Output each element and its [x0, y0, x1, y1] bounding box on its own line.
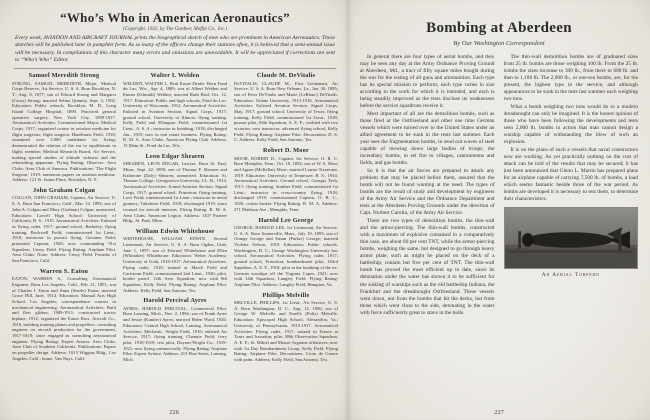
- bio-entry: [12, 268, 116, 362]
- entry-body: WELDEN, WALTER I., Real Estate Dealer. Born Fond du Lac, Wis., Apr. 4, 1889; son of Albert Welden and Emma (Schmidt) Welden; married Ruth Bird, Oct. 12, 1917. Education: Public and high schools, Fond du Lac; University of Wisconsin, 1912. Aeronautical Activities: Enlisted in Aviation Section, Signal Corps, 1917; ground school, University of Illinois; flying training, Kelly Field and Ellington Field; commissioned 1st Lieut., A. S. A.; instructor in bombing, 1918; discharged Jan., 1919; now in real estate business. Flying Rating: R. M. A. Aero Clubs: American Flying Club. Address: 15 Main St., Fond du Lac, Wis.: [123, 80, 227, 149]
- entry-body: EATON, WARREN S., Consulting Aeronautical Engineer. Born Los Angeles, Calif., Feb. 21, 1891; son of Charles I. Eaton and Anna (Searle) Eaton; married Grace Hill, June, 1914. Education: Manual Arts High School, Los Angeles; correspondence courses in mechanical engineering. Aeronautical Activities: Built and flew gliders, 1909-1911; constructed tractor biplane, 1912; organized the Eaton Bros. Aircraft Co., 1916, building training planes and propellers; consulting engineer on aircraft production for the government, 1917-1919; since engaged as consulting aeronautical engineer. Flying Rating: Expert Aviator. Aero Clubs: Aero Club of Southern California. Publications: Papers on propeller design. Address: 1013 Wiggins Bldg., Los Angeles, Calif.; home, Van Nuys, Calif.: [12, 276, 116, 361]
- entry-body: GEORGE, HAROLD LEE, 1st Lieutenant, Air Service, U. S. A. Born Somerville, Mass., July 19, 1893; son of Orange George and Susan (Parker) George; married Violette Nelson, 1919. Education: Public schools, Washington, D. C.; George Washington University law school. Aeronautical Activities: Flying cadet, 1917; ground school, Princeton; bombardment pilot, 163rd Squadron, A. E. F., 1918; pilot in the bombing of the ex-German warships off the Virginia Capes, 1921; now with 14th Squadron, Langley Field. Flying Rating: Airplane Pilot. Address: Langley Field, Hampton, Va.: [234, 225, 338, 287]
- bio-entry: [234, 72, 338, 143]
- bio-entry: [234, 292, 338, 363]
- article-title: Bombing at Aberdeen: [426, 20, 572, 36]
- intro-paragraph: Every week, AVIATION AND AIRCRAFT JOURNAL prints the biographical sketch of men who are prominent in American Aeronautics. These sketches will be published later in pamphlet form. As so many of the officers change their stations often, it is believed that a semi-annual issue will be necessary. In compilations of this character many errors and omissions are unavoidable. It will be appreciated if corrections are sent to “Who’s Who” Editor.: [15, 35, 335, 63]
- right-page: [348, 0, 650, 420]
- entry-name: Leon Edgar Shearen: [145, 152, 205, 160]
- entry-name: Walter I. Welden: [150, 72, 200, 80]
- left-page-title: “Who’s Who in American Aeronautics”: [60, 10, 290, 25]
- aerial-torpedo-photo: [504, 207, 639, 269]
- article-paragraph: It is on the plans of such a vessels that naval constructors now are working. As yet practically nothing on the cost of attack can be told of the results that may be secured; it has just been announced that Glenn L. Martin has prepared plans for an airplane capable of carrying 7,500 lb. of bombs, a load which seems fantastic beside those of the war period. As bombs are developed it is necessary to test them, to determine their characteristics.: [503, 147, 638, 203]
- photo-figure: [504, 207, 639, 278]
- entry-body: MOOR, ROBERT D., Captain, Air Service, O. R. C. Born Memphis, Tenn., Oct. 10, 1892; son of W. S. Moor and Agnes (McKellar) Moor; married Louise Trezevant, 1919. Education: University of Tennessee, B. S., 1914. Aeronautical Activities: Ground school, Georgia Tech, 1917; flying training, Souther Field; commissioned 1st Lieut.; instructor in cross-country flying, 1918; discharged 1919; commissioned Captain, O. R. C., 1920; cotton broker. Flying Rating: R. M. A. Address: 271 Madison Ave., Memphis, Tenn.: [234, 155, 338, 212]
- entry-name: William Edwin Whitehouse: [135, 227, 215, 235]
- entry-body: DeVITALIS, CLAUDE M., First Lieutenant, Air Service, U. S. A. Born New Orleans, La., Jan. 30, 1895; son of Peter DeVitalis and Marie (LeBlanc) DeVitalis. Education: Tulane University, 1913-1916. Aeronautical Activities: Enlisted Aviation Section, Signal Corps, May, 1917; ground school, University of Texas; flying training, Kelly Field; commissioned 1st Lieut., 1918; pursuit pilot, 94th Squadron, A. E. F.; credited with two victories; now instructor, advanced flying school, Kelly Field. Flying Rating: Airplane Pilot. Decorations: D. S. C. Address: Kelly Field, San Antonio, Tex.: [234, 80, 338, 143]
- bio-entry: [12, 187, 116, 264]
- entry-name: Phillips Melville: [262, 291, 310, 299]
- page-number-right: 227: [494, 409, 504, 416]
- bio-entry: [123, 228, 227, 293]
- aerial-torpedo-illustration: [505, 208, 638, 268]
- entry-name: Harold Percival Ayres: [143, 297, 207, 305]
- entry-name: John Graham Colgan: [32, 186, 96, 194]
- intro-divider: [14, 68, 336, 69]
- article-column-1: [360, 54, 495, 388]
- bio-entry: [234, 217, 338, 288]
- article-paragraph: There are two types of demolition bombs, the thin-wall and the armor-piercing. The thin-wall bombs, constructed with a maximum of explosive contained in a comparatively thin case, are about 60 per cent TNT, while the armor-piercing bombs, weighing the same, but designed to go through heavy armor plate, such as might be placed on the deck of a battleship, contain but five per cent of TNT. The thin-wall bomb has proved the most efficient up to date, since its detonation under the water has shown it to be sufficient for the sinking of warships such as the old battleship Indiana, the Frankfurt and the dreadnought Ostfriesland. These vessels went down, not from the bombs that hit the decks, but from those which went close to the side, detonating in the water with force sufficiently great to stave in the hulls.: [360, 218, 495, 316]
- entry-name: Harold Lee George: [258, 216, 314, 224]
- bio-entry: [12, 72, 116, 183]
- entry-body: SHEAREN, LEON EDGAR, Lawyer. Born St. Paul, Minn., Sept. 22, 1890; son of Thomas F. Shearen and Katherine (Daly) Shearen; unmarried. Education: St. Thomas College; Georgetown University, LL. B., 1914. Aeronautical Activities: Joined Aviation Section, Signal Corps, 1917; ground school, Princeton; flying training, Love Field; commissioned 1st Lieut.; instructor in aerial gunnery, Taliaferro Field, 1918; discharged 1919; since counsel for aircraft interests. Flying Rating: R. M. A. Aero Clubs: American Legion. Address: 1107 Pioneer Bldg., St. Paul, Minn.: [123, 161, 227, 224]
- bio-entry: [123, 72, 227, 149]
- entry-body: AYRES, HAROLD PERCIVAL, Commercial Pilot. Born Lansing, Mich., Nov. 2, 1894; son of Frank Ayres and Jessie (Kumler) Ayres; married Helen Ward, 1920. Education: Central High School, Lansing. Aeronautical Activities: Mechanic, Wright Field, 1916; enlisted Air Service, 1917; flying training, Chanute Field; ferry pilot, 1918-1919; test pilot, Dayton-Wright Co., 1919-1921; now flying commercially. Flying Rating: Airplane Pilot; Expert Aviator. Address: 215 Pine Street, Lansing, Mich.: [123, 305, 227, 362]
- who-column-2: [123, 72, 227, 410]
- entry-name: Claude M. DeVitalis: [256, 72, 316, 80]
- entry-body: STRONG, SAMUEL MEREDITH, Major, Medical Corps Reserve, Air Service, U. S. A. Born Brooklyn, N. Y., Aug. 8, 1877; son of Edward Strong and Margaret (Gross) Strong; married Selma Quimby, Sept. 3, 1902. Education: Public schools, Brooklyn; M. D., Long Island College Hospital, 1899. Practiced general operative surgery, New York City, 1899-1917. Aeronautical Activities: Commissioned Major, Medical Corps, 1917; organized course in aviation medicine for flight surgeons; flight surgeon, Hazelhurst Field, 1918; examined over 3,000 candidates for flying; demonstrated the relation of the ear to equilibrium in flight; member, Medical Research Board, Air Service, making special studies of altitude sickness and the rebreathing apparatus. Flying Rating: Observer. Aero Clubs: Aero Club of America. Publications: 'The Flight Surgeon,' 1919; numerous papers on aviation medicine. Address: 121 St. James Place, Brooklyn, N. Y.: [12, 80, 116, 183]
- bio-entry: [123, 153, 227, 224]
- photo-caption: An Aerial Torpedo: [541, 271, 600, 278]
- entry-name: Samuel Meredith Strong: [28, 72, 100, 80]
- article-paragraph: In general there are four types of aerial bombs, and they may be seen any day at the Army Ordnance Proving Ground at Aberdeen, Md., a tract of fifty square miles bought during the war for the testing of all guns and ammunition. Each type has its special mission to perform; each type varies in size according to the work for which it is intended, and each is being steadily improved as the tests disclose its weaknesses before the service squadrons receive it.: [360, 54, 495, 110]
- page-number-left: 226: [169, 409, 179, 416]
- article-columns: [360, 54, 638, 388]
- article-paragraph: The thin-wall demolition bombs are of graduated sizes from 25 lb. bombs are those weighing 100 lb. From the 25 lb. bombs the sizes increase to 300 lb., from there to 600 lb. and then to 1,100 lb. The 2,000 lb., or one-ton bombs, are, for the present, the highest type in the service, and although appearances to be sunk in the tests last summer each weighing two tons.: [503, 54, 638, 103]
- article-byline: By Our Washington Correspondent: [453, 40, 545, 47]
- entry-name: Warren S. Eaton: [39, 267, 89, 275]
- entry-name: Robert D. Moor: [263, 147, 309, 155]
- article-paragraph: So it is that the air forces are prepared to attack any problem that may be placed before them, assured that the bomb will not be found wanting at the need. The types of bombs are the result of study and development by engineers of the Army Air Service and the Ordnance Department and tests at the Aberdeen Proving Grounds under the direction of Capt. Norbert Carolin, of the Army Air Service.: [360, 168, 495, 217]
- article-column-2: [504, 54, 639, 388]
- bio-entry: [123, 297, 227, 362]
- entry-body: WHITEHOUSE, WILLIAM EDWIN, Second Lieutenant, Air Service, U. S. A. Born Ogden, Utah, June 1, 1897; son of Edward Whitehouse and Ellen (Whittaker) Whitehouse. Education: Weber Academy; University of Utah, 1916-1917. Aeronautical Activities: Flying cadet, 1918; trained at March Field and Carlstrom Field; commissioned 2nd Lieut., 1920; pilot, border patrol, 12th Aero Squadron; now with 8th Squadron, Kelly Field. Flying Rating: Airplane Pilot. Address: Kelly Field, San Antonio, Tex.: [123, 236, 227, 293]
- bio-entry: [234, 147, 338, 212]
- copyright-line: (Copyright, 1922, by The Gardner, Moffat Co., Inc.): [122, 27, 228, 32]
- entry-body: COLGAN, JOHN GRAHAM, Captain, Air Service, U. S. A. Born San Francisco, Calif., Mar. 14, 1893; son of John A. Colgan and Mary (Graham) Colgan; unmarried. Education: Lowell High School; University of California, B. S., 1915. Aeronautical Activities: Enlisted as flying cadet, 1917; ground school, Berkeley; flying training, Rockwell Field; commissioned 1st Lieut., 1918; instructor in pursuit flying, Gerstner Field; promoted Captain, 1920; now commanding 91st Squadron, Crissy Field. Flying Rating: Airplane Pilot. Aero Clubs: None. Address: Crissy Field, Presidio of San Francisco, Calif.: [12, 195, 116, 263]
- article-paragraph: What a bomb weighing two tons would do to a modern dreadnought can only be imagined. It is the honest opinion of those who have been following the developments and tests seen 2,000 lb. bombs in action that man cannot design a warship capable of withstanding the blow of such an explosion.: [503, 104, 638, 146]
- entry-body: MELVILLE, PHILLIPS, 1st Lieut., Air Service, U. S. A. Born Washington, D. C., Aug. 12, 1896; son of George W. Melville and Estelle (Polis) Melville. Education: Episcopal High School, Alexandria, Va.; University of Pennsylvania, 1915-1917. Aeronautical Activities: Flying cadet, 1917; trained in France at Tours and Issoudun; pilot, 88th Observation Squadron, A. E. F.; St. Mihiel and Meuse-Argonne offensives; now with 1st Day Bombardment Group, Kelly Field. Flying Rating: Airplane Pilot. Decorations: Croix de Guerre with palm. Address: Kelly Field, San Antonio, Tex.: [234, 300, 338, 362]
- who-columns: [12, 72, 338, 410]
- article-paragraph: Most important of all are the demolition bombs, such as those fired at the Ostfriesland and other one time German vessels which were turned over to the United States under an allied agreement to be sunk in the tests last summer. Each year sees the fragmentation bombs, to send out waves of steel capable of mowing down large bodies of troops; the incendiary bombs, to set fire to villages, cantonments and fields, and gas bombs.: [360, 111, 495, 167]
- who-column-3: [234, 72, 338, 410]
- who-column-1: [12, 72, 116, 410]
